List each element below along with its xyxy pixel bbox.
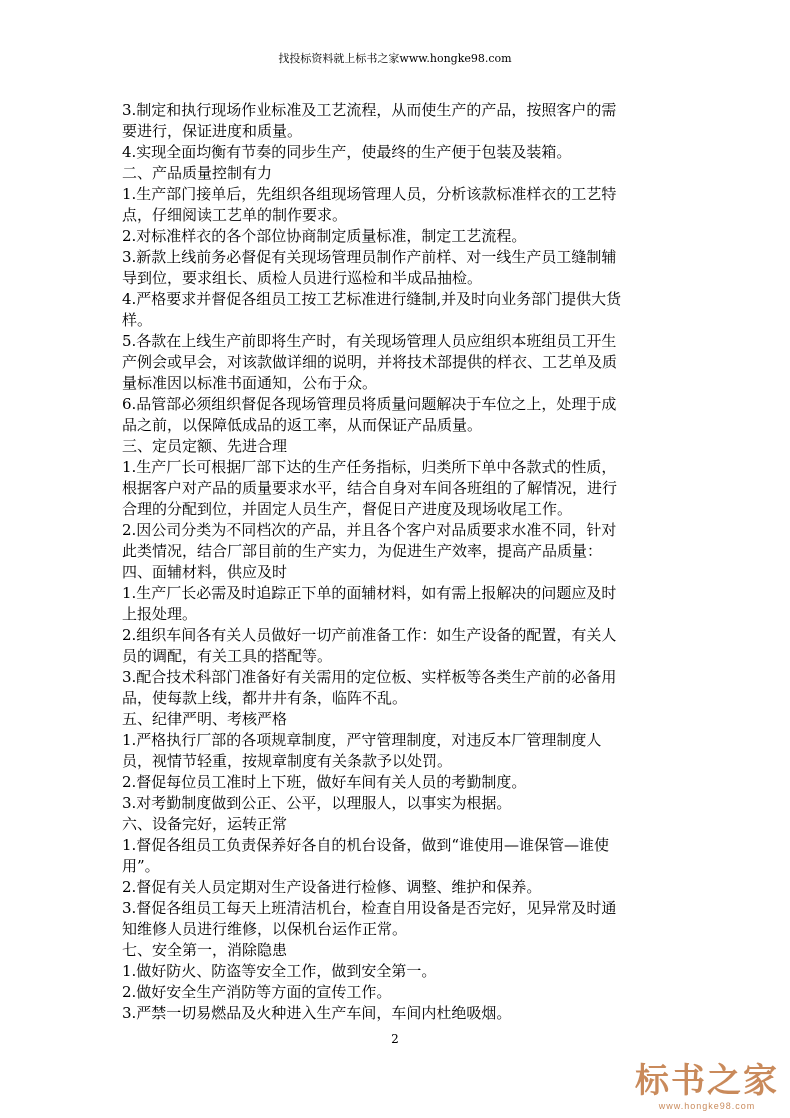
- text-line: 用”。: [122, 857, 160, 875]
- text-line: 3.严禁一切易燃品及火种进入生产车间，车间内杜绝吸烟。: [122, 1004, 512, 1022]
- section-heading: 五、纪律严明、考核严格: [122, 710, 288, 728]
- text-line: 要进行，保证进度和质量。: [122, 122, 303, 140]
- text-line: 品之前，以保障低成品的返工率，从而保证产品质量。: [122, 416, 483, 434]
- text-line: 3.制定和执行现场作业标准及工艺流程，从而使生产的产品，按照客户的需: [122, 101, 617, 119]
- text-line: 2.做好安全生产消防等方面的宣传工作。: [122, 983, 392, 1001]
- text-line: 点，仔细阅读工艺单的制作要求。: [122, 206, 348, 224]
- text-line: 4.实现全面均衡有节奏的同步生产，使最终的生产便于包装及装箱。: [122, 143, 572, 161]
- text-line: 2.因公司分类为不同档次的产品，并且各个客户对品质要求水准不同，针对: [122, 521, 617, 539]
- text-line: 6.品管部必须组织督促各现场管理员将质量问题解决于车位之上，处理于成: [122, 395, 617, 413]
- text-line: 产例会或早会，对该款做详细的说明，并将技术部提供的样衣、工艺单及质: [122, 353, 618, 371]
- watermark-title: 标书之家: [635, 1061, 779, 1101]
- text-line: 2.督促有关人员定期对生产设备进行检修、调整、维护和保养。: [122, 878, 542, 896]
- watermark-url: www.hongke98.com: [658, 1101, 756, 1111]
- text-line: 3.配合技术科部门准备好有关需用的定位板、实样板等各类生产前的必备用: [122, 668, 617, 686]
- document-body: [122, 100, 670, 1024]
- text-line: 4.严格要求并督促各组员工按工艺标准进行缝制,并及时向业务部门提供大货: [122, 290, 622, 308]
- text-line: 2.组织车间各有关人员做好一切产前准备工作：如生产设备的配置，有关人: [122, 626, 617, 644]
- text-line: 3.对考勤制度做到公正、公平，以理服人，以事实为根据。: [122, 794, 512, 812]
- text-line: 5.各款在上线生产前即将生产时，有关现场管理人员应组织本班组员工开生: [122, 332, 617, 350]
- text-line: 1.督促各组员工负责保养好各自的机台设备，做到“谁使用—谁保管—谁使: [122, 836, 609, 854]
- section-heading: 四、面辅材料，供应及时: [122, 563, 288, 581]
- page-header: 找投标资料就上标书之家www.hongke98.com: [278, 52, 512, 65]
- page-number: 2: [391, 1032, 399, 1046]
- text-line: 员的调配，有关工具的搭配等。: [122, 647, 333, 665]
- text-line: 2.对标准样衣的各个部位协商制定质量标准，制定工艺流程。: [122, 227, 527, 245]
- text-line: 此类情况，结合厂部目前的生产实力，为促进生产效率，提高产品质量：: [122, 542, 603, 560]
- text-line: 根据客户对产品的质量要求水平，结合自身对车间各班组的了解情况，进行: [122, 479, 618, 497]
- section-heading: 六、设备完好，运转正常: [122, 815, 288, 833]
- text-line: 1.生产厂长必需及时追踪正下单的面辅材料，如有需上报解决的问题应及时: [122, 584, 617, 602]
- text-line: 合理的分配到位，并固定人员生产，督促日产进度及现场收尾工作。: [122, 500, 573, 518]
- section-heading: 七、安全第一，消除隐患: [122, 941, 288, 959]
- text-line: 知维修人员进行维修，以保机台运作正常。: [122, 920, 408, 938]
- text-line: 导到位，要求组长、质检人员进行巡检和半成品抽检。: [122, 269, 483, 287]
- text-line: 1.生产厂长可根据厂部下达的生产任务指标，归类所下单中各款式的性质，: [122, 458, 617, 476]
- text-line: 员，视情节轻重，按规章制度有关条款予以处罚。: [122, 752, 453, 770]
- text-line: 品，使每款上线，都井井有条，临阵不乱。: [122, 689, 408, 707]
- section-heading: 二、产品质量控制有力: [122, 164, 273, 182]
- text-line: 1.生产部门接单后，先组织各组现场管理人员，分析该款标准样衣的工艺特: [122, 185, 617, 203]
- text-line: 3.督促各组员工每天上班清洁机台，检查自用设备是否完好，见异常及时通: [122, 899, 617, 917]
- text-line: 量标准因以标准书面通知，公布于众。: [122, 374, 378, 392]
- text-line: 样。: [122, 311, 153, 329]
- text-line: 1.严格执行厂部的各项规章制度，严守管理制度，对违反本厂管理制度人: [122, 731, 602, 749]
- text-line: 1.做好防火、防盗等安全工作，做到安全第一。: [122, 962, 437, 980]
- section-heading: 三、定员定额、先进合理: [122, 437, 288, 455]
- text-line: 3.新款上线前务必督促有关现场管理员制作产前样、对一线生产员工缝制辅: [122, 248, 617, 266]
- watermark-logo: [632, 1062, 782, 1112]
- text-line: 上报处理。: [122, 605, 198, 623]
- text-line: 2.督促每位员工准时上下班，做好车间有关人员的考勤制度。: [122, 773, 527, 791]
